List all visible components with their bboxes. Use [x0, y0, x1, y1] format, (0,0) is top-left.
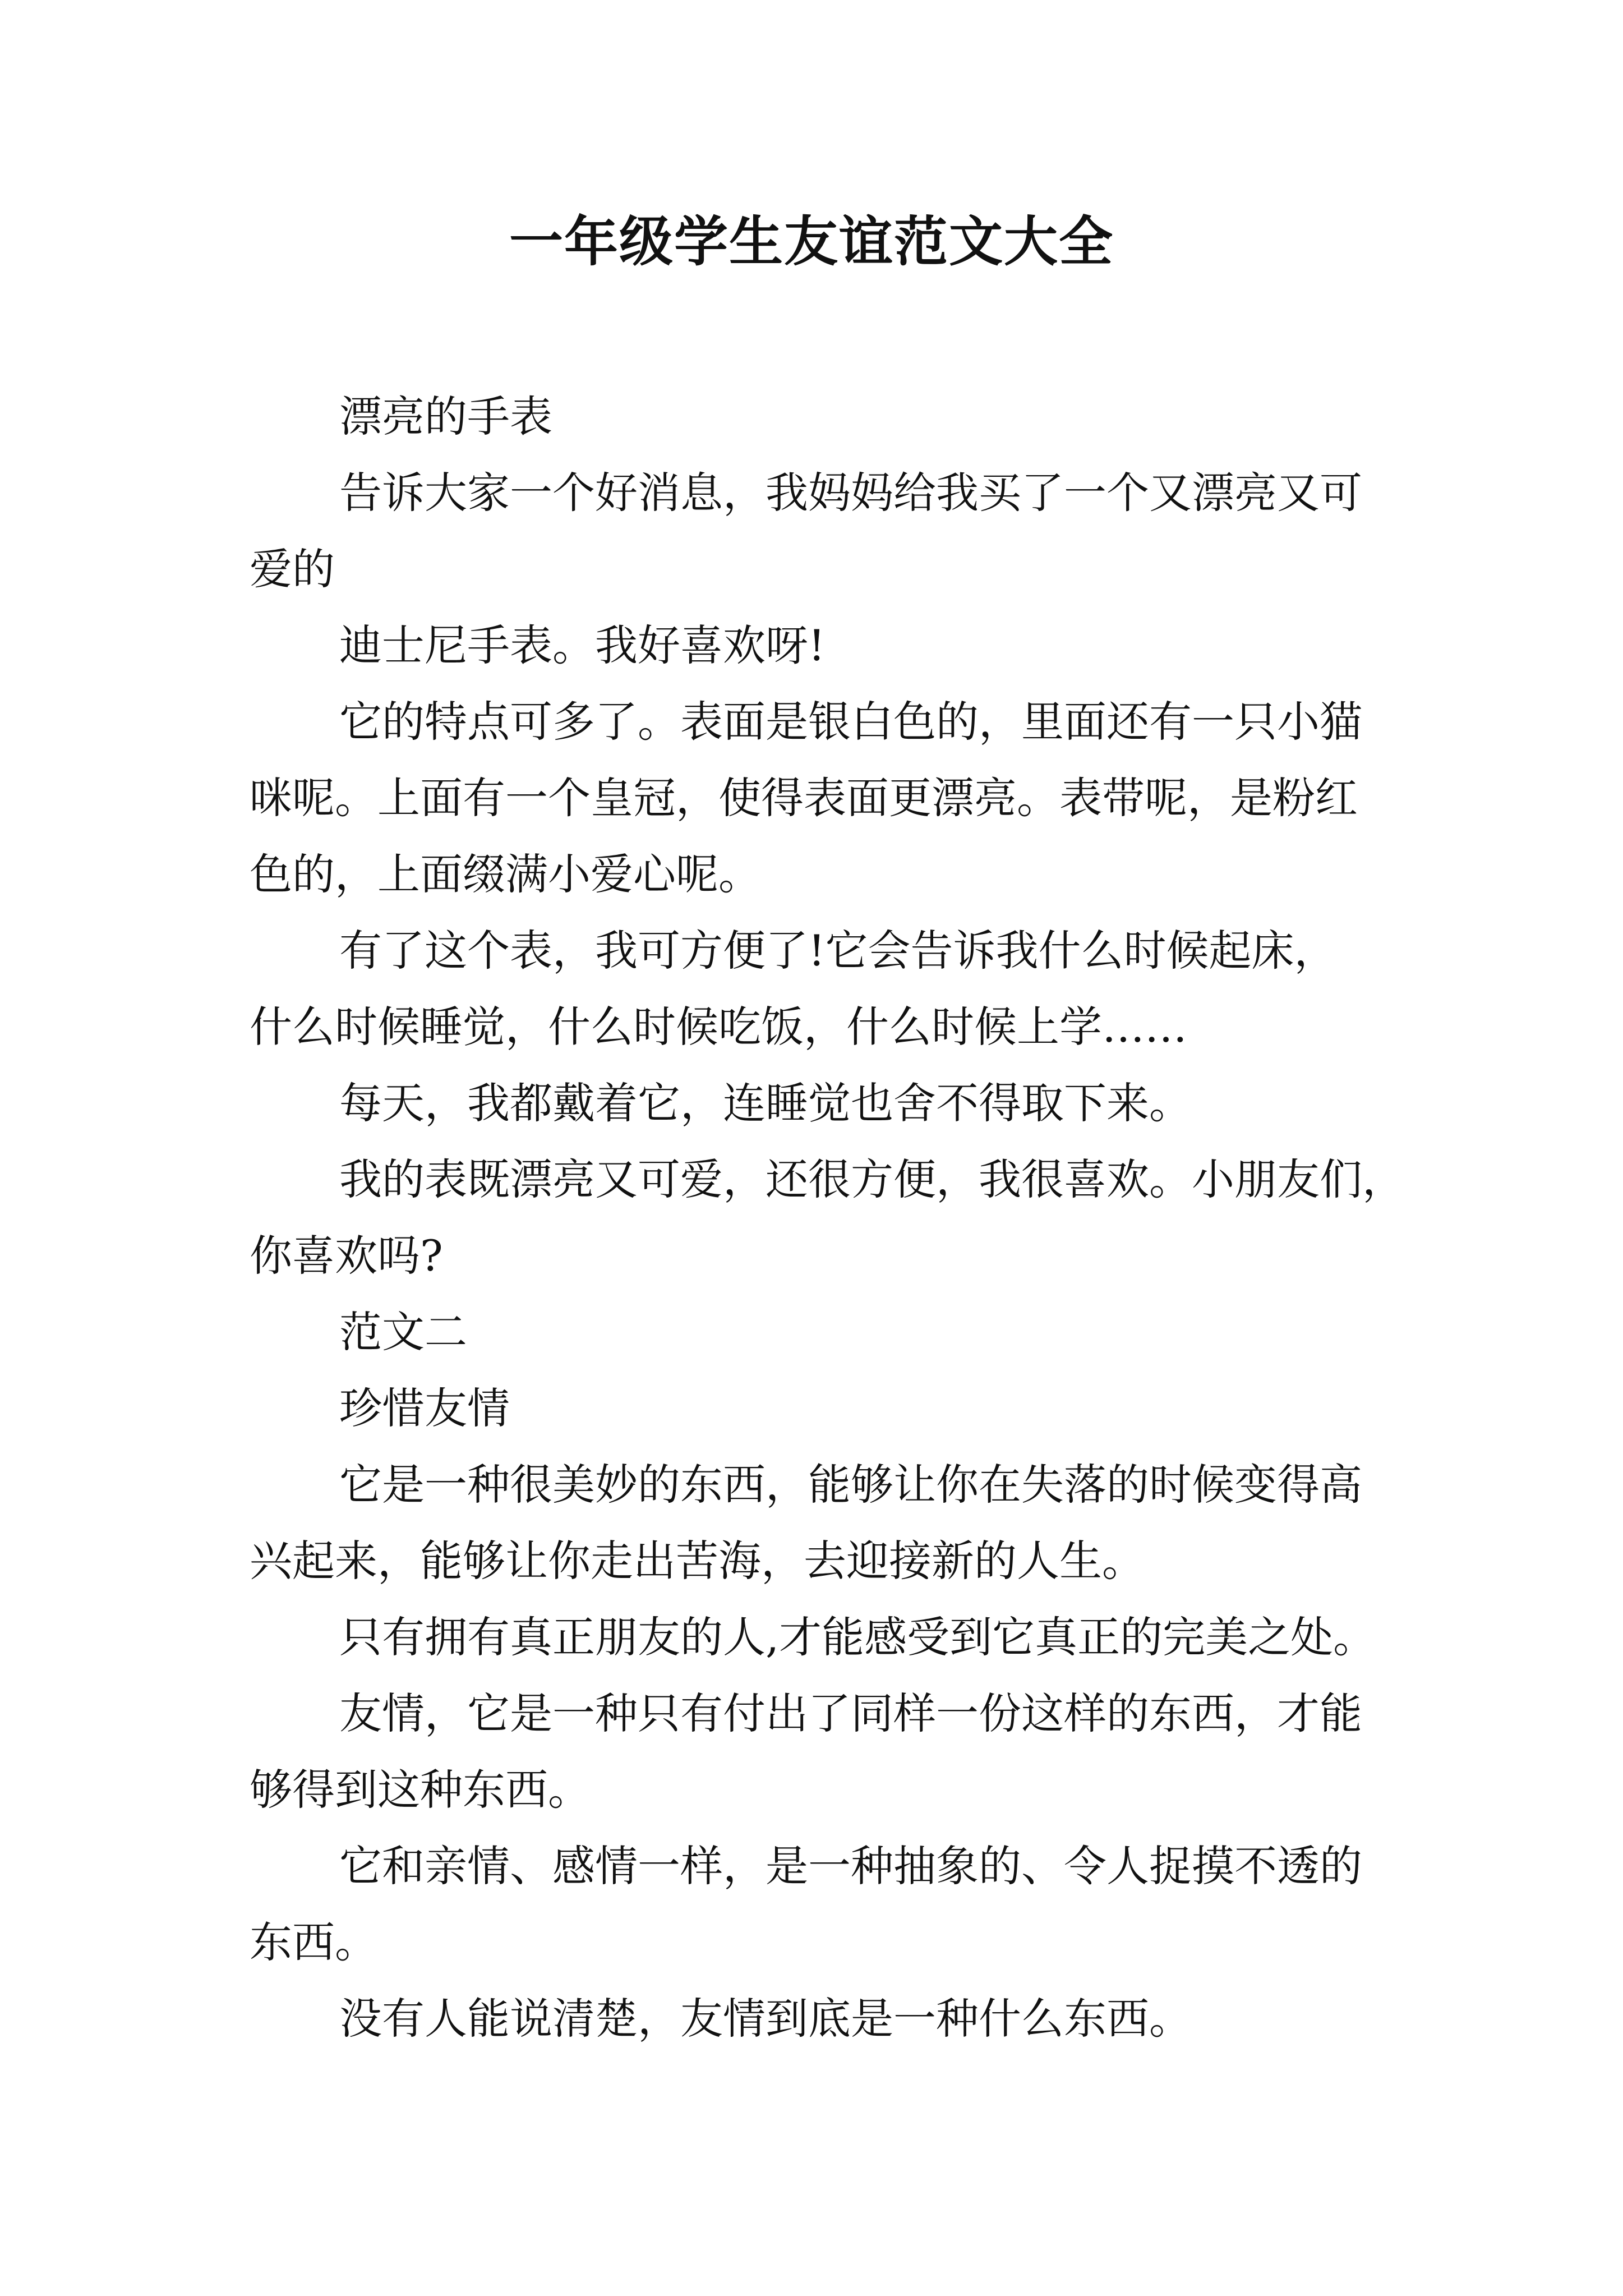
- text-line: 什么时候睡觉，什么时候吃饭，什么时候上学……: [250, 1002, 1187, 1052]
- text-line: 友情，它是一种只有付出了同样一份这样的东西，才能: [339, 1688, 1362, 1738]
- text-line: 只有拥有真正朋友的人,才能感受到它真正的完美之处。: [339, 1612, 1376, 1662]
- text-line: 爱的: [250, 544, 335, 594]
- text-line: 兴起来，能够让你走出苦海，去迎接新的人生。: [250, 1536, 1145, 1586]
- page-title: 一年级学生友谊范文大全: [509, 210, 1114, 273]
- text-line: 色的，上面缀满小爱心呢。: [250, 849, 761, 899]
- text-line: 漂亮的手表: [339, 392, 552, 441]
- text-line: 你喜欢吗?: [250, 1231, 443, 1281]
- text-line: 范文二: [339, 1307, 467, 1357]
- text-line: 每天，我都戴着它，连睡觉也舍不得取下来。: [339, 1078, 1192, 1128]
- text-line: 告诉大家一个好消息，我妈妈给我买了一个又漂亮又可: [339, 468, 1362, 518]
- text-line: 它和亲情、感情一样，是一种抽象的、令人捉摸不透的: [339, 1841, 1362, 1891]
- text-line: 没有人能说清楚，友情到底是一种什么东西。: [339, 1994, 1192, 2044]
- text-line: 够得到这种东西。: [250, 1765, 591, 1815]
- text-line: 东西。: [250, 1917, 377, 1967]
- document-body: [250, 379, 1405, 2057]
- text-line: 珍惜友情: [339, 1383, 510, 1433]
- text-line: 咪呢。上面有一个皇冠，使得表面更漂亮。表带呢，是粉红: [250, 773, 1358, 823]
- text-line: 我的表既漂亮又可爱，还很方便，我很喜欢。小朋友们，: [339, 1154, 1405, 1204]
- text-line: 有了这个表，我可方便了!它会告诉我什么时候起床，: [339, 926, 1337, 976]
- text-line: 它是一种很美妙的东西，能够让你在失落的时候变得高: [339, 1460, 1362, 1510]
- text-line: 它的特点可多了。表面是银白色的，里面还有一只小猫: [339, 697, 1362, 747]
- text-line: 迪士尼手表。我好喜欢呀!: [339, 620, 826, 670]
